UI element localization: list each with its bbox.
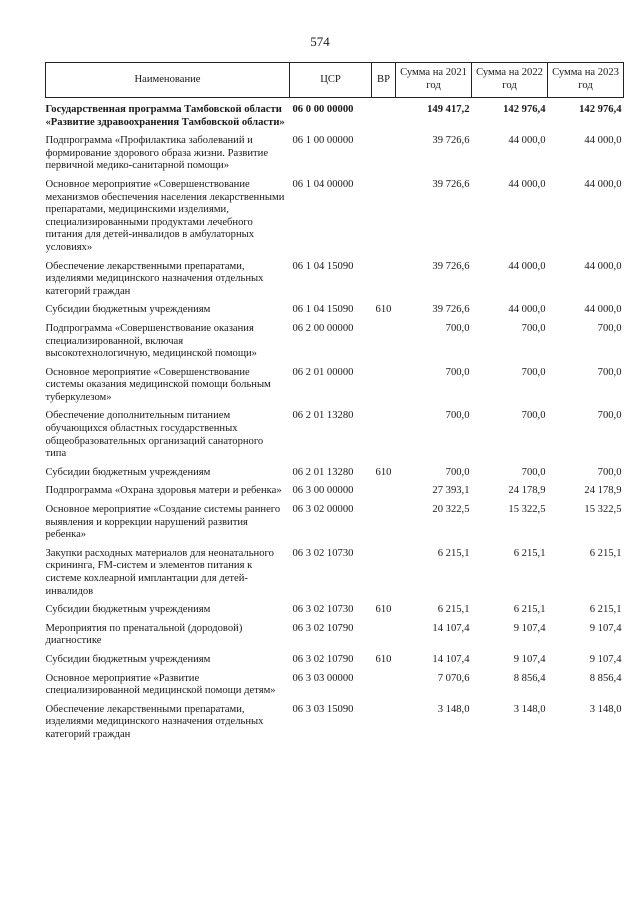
- row-csr: 06 1 04 00000: [292, 178, 354, 190]
- row-sum-2022: 9 107,4: [513, 653, 546, 665]
- row-sum-2022: 44 000,0: [508, 178, 546, 190]
- row-vr: [372, 367, 396, 411]
- row-vr: [372, 623, 396, 654]
- row-sum-2021: 3 148,0: [437, 703, 470, 715]
- row-sum-2023: 44 000,0: [584, 178, 622, 190]
- row-sum-2021: 14 107,4: [432, 622, 470, 634]
- row-sum-2022: 3 148,0: [513, 703, 546, 715]
- row-name: Основное мероприятие «Развитие специализированной медицинской помощи детям»: [45, 672, 276, 697]
- row-vr: [372, 673, 396, 704]
- table-row: [46, 261, 624, 305]
- row-sum-2021: 20 322,5: [432, 504, 470, 516]
- row-sum-2021: 700,0: [445, 366, 470, 378]
- header-name: Наименование: [46, 63, 290, 98]
- row-sum-2023: 15 322,5: [584, 504, 622, 516]
- row-sum-2022: 8 856,4: [513, 672, 546, 684]
- row-sum-2022: 44 000,0: [508, 260, 546, 272]
- table-row: [46, 304, 624, 323]
- row-name: Мероприятия по пренатальной (дородовой) диагностике: [45, 622, 243, 647]
- row-csr: 06 2 01 13280: [292, 466, 354, 478]
- row-vr: 610: [375, 653, 392, 665]
- row-name: Субсидии бюджетным учреждениям: [45, 653, 211, 665]
- row-csr: 06 3 02 10730: [292, 604, 354, 616]
- row-csr: 06 3 02 00000: [292, 504, 354, 516]
- row-sum-2021: 7 070,6: [437, 672, 470, 684]
- row-sum-2022: 15 322,5: [508, 504, 546, 516]
- row-sum-2022: 142 976,4: [503, 104, 546, 115]
- row-sum-2021: 39 726,6: [432, 304, 470, 316]
- row-vr: [372, 323, 396, 367]
- row-sum-2022: 700,0: [521, 410, 546, 422]
- row-csr: 06 3 02 10790: [292, 653, 354, 665]
- row-name: Обеспечение дополнительным питанием обучающихся областных государственных общеобразовательных организаций санаторного типа: [45, 410, 264, 460]
- row-csr: 06 0 00 00000: [292, 104, 354, 115]
- row-sum-2023: 700,0: [597, 366, 622, 378]
- row-csr: 06 2 00 00000: [292, 322, 354, 334]
- row-name: Субсидии бюджетным учреждениям: [45, 604, 211, 616]
- row-sum-2023: 24 178,9: [584, 485, 622, 497]
- row-sum-2022: 700,0: [521, 366, 546, 378]
- table-row: [46, 135, 624, 179]
- row-sum-2023: 700,0: [597, 322, 622, 334]
- row-sum-2021: 149 417,2: [427, 104, 470, 115]
- table-row: [46, 704, 624, 748]
- table-row: [46, 179, 624, 261]
- row-sum-2023: 6 215,1: [589, 547, 622, 559]
- table-row: [46, 323, 624, 367]
- row-sum-2021: 39 726,6: [432, 135, 470, 147]
- row-name: Подпрограмма «Совершенствование оказания специализированной, включая высокотехнологичную, медицинской помощи»: [45, 322, 257, 360]
- row-sum-2022: 24 178,9: [508, 485, 546, 497]
- row-vr: [372, 179, 396, 261]
- row-vr: 610: [375, 604, 392, 616]
- row-vr: [372, 261, 396, 305]
- row-csr: 06 3 00 00000: [292, 485, 354, 497]
- table-body: [46, 98, 624, 748]
- header-csr: ЦСР: [290, 63, 372, 98]
- row-sum-2023: 8 856,4: [589, 672, 622, 684]
- row-sum-2021: 700,0: [445, 466, 470, 478]
- row-sum-2023: 44 000,0: [584, 135, 622, 147]
- row-sum-2022: 700,0: [521, 322, 546, 334]
- table-row: [46, 410, 624, 466]
- row-sum-2023: 44 000,0: [584, 304, 622, 316]
- row-sum-2023: 700,0: [597, 410, 622, 422]
- row-csr: 06 3 02 10730: [292, 547, 354, 559]
- row-vr: 610: [375, 466, 392, 478]
- row-name: Обеспечение лекарственными препаратами, изделиями медицинского назначения отдельных категорий граждан: [45, 703, 264, 740]
- row-sum-2023: 9 107,4: [589, 622, 622, 634]
- row-csr: 06 3 02 10790: [292, 622, 354, 634]
- row-sum-2023: 3 148,0: [589, 703, 622, 715]
- row-sum-2021: 27 393,1: [432, 485, 470, 497]
- page-number: 574: [310, 34, 330, 49]
- row-sum-2022: 9 107,4: [513, 622, 546, 634]
- row-sum-2023: 6 215,1: [589, 604, 622, 616]
- header-vr: ВР: [372, 63, 396, 98]
- row-sum-2021: 700,0: [445, 410, 470, 422]
- row-sum-2021: 6 215,1: [437, 547, 470, 559]
- row-csr: 06 3 03 00000: [292, 672, 354, 684]
- row-name: Основное мероприятие «Создание системы раннего выявления и коррекции нарушений развития ребенка»: [45, 504, 281, 541]
- header-sum-2021: Сумма на 2021 год: [396, 63, 472, 98]
- row-sum-2022: 6 215,1: [513, 604, 546, 616]
- table-row: [46, 654, 624, 673]
- row-csr: 06 3 03 15090: [292, 703, 354, 715]
- row-vr: [372, 704, 396, 748]
- table-row: [46, 98, 624, 136]
- row-sum-2023: 142 976,4: [579, 104, 622, 115]
- row-vr: [372, 98, 396, 136]
- row-vr: [372, 504, 396, 548]
- row-name: Подпрограмма «Охрана здоровья матери и ребенка»: [45, 485, 282, 497]
- row-csr: 06 2 01 00000: [292, 366, 354, 378]
- row-csr: 06 1 00 00000: [292, 135, 354, 147]
- table-row: [46, 623, 624, 654]
- row-name: Государственная программа Тамбовской области «Развитие здравоохранения Тамбовской области»: [45, 104, 285, 128]
- budget-table: [45, 62, 624, 748]
- row-name: Подпрограмма «Профилактика заболеваний и формирование здорового образа жизни. Развитие первичной медико-санитарной помощи»: [45, 135, 269, 172]
- row-sum-2021: 39 726,6: [432, 178, 470, 190]
- row-name: Обеспечение лекарственными препаратами, изделиями медицинского назначения отдельных категорий граждан: [45, 260, 264, 297]
- table-row: [46, 367, 624, 411]
- table-row: [46, 504, 624, 548]
- row-name: Субсидии бюджетным учреждениям: [45, 466, 211, 478]
- row-sum-2023: 9 107,4: [589, 653, 622, 665]
- row-sum-2021: 6 215,1: [437, 604, 470, 616]
- row-csr: 06 1 04 15090: [292, 260, 354, 272]
- row-sum-2021: 39 726,6: [432, 260, 470, 272]
- row-vr: [372, 485, 396, 504]
- header-sum-2023: Сумма на 2023 год: [548, 63, 624, 98]
- row-vr: [372, 135, 396, 179]
- row-name: Основное мероприятие «Совершенствование механизмов обеспечения населения лекарственными препаратами, медицинскими изделиями, специализированными продуктами лечебного питания для детей-инвалидов в амбулаторных условиях»: [45, 178, 285, 253]
- row-name: Закупки расходных материалов для неонатального скрининга, FM-систем и элементов питания к системе кохлеарной имплантации для детей-инвалидов: [45, 547, 274, 597]
- row-sum-2021: 700,0: [445, 322, 470, 334]
- row-csr: 06 2 01 13280: [292, 410, 354, 422]
- row-sum-2022: 44 000,0: [508, 135, 546, 147]
- row-sum-2021: 14 107,4: [432, 653, 470, 665]
- table-header-row: [46, 63, 624, 98]
- row-sum-2023: 700,0: [597, 466, 622, 478]
- row-csr: 06 1 04 15090: [292, 304, 354, 316]
- table-row: [46, 548, 624, 604]
- table-row: [46, 673, 624, 704]
- table-row: [46, 604, 624, 623]
- table-row: [46, 485, 624, 504]
- table-row: [46, 467, 624, 486]
- row-sum-2022: 44 000,0: [508, 304, 546, 316]
- header-sum-2022: Сумма на 2022 год: [472, 63, 548, 98]
- row-name: Основное мероприятие «Совершенствование системы оказания медицинской помощи больным туберкулезом»: [45, 366, 271, 403]
- row-vr: [372, 548, 396, 604]
- row-vr: 610: [375, 304, 392, 316]
- row-name: Субсидии бюджетным учреждениям: [45, 304, 211, 316]
- row-vr: [372, 410, 396, 466]
- row-sum-2022: 6 215,1: [513, 547, 546, 559]
- row-sum-2022: 700,0: [521, 466, 546, 478]
- row-sum-2023: 44 000,0: [584, 260, 622, 272]
